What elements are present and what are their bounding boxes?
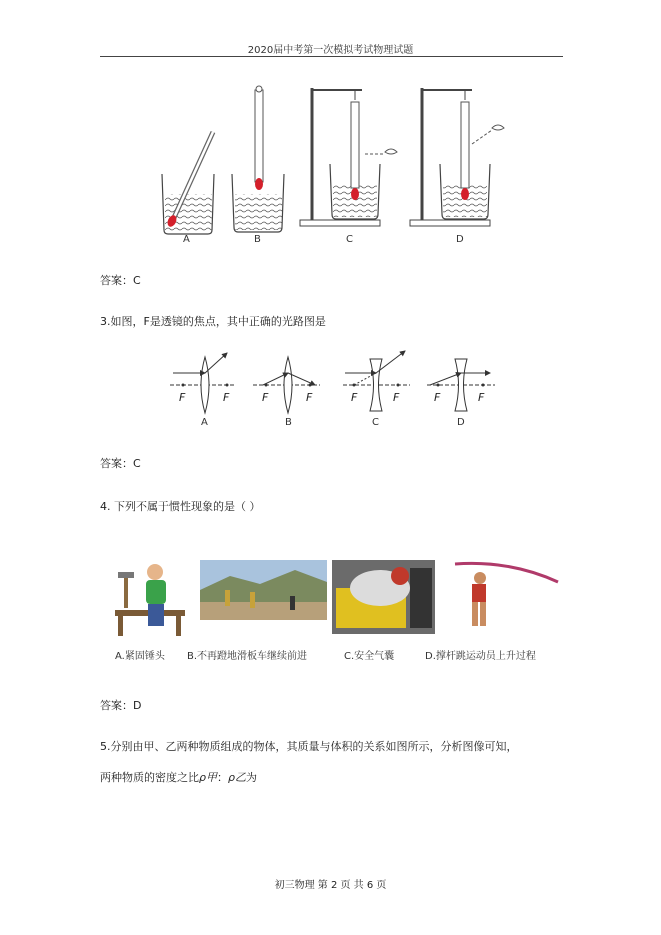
beaker-a	[162, 132, 214, 234]
thermo-label-a: A	[183, 234, 190, 245]
q5-line2	[100, 769, 257, 785]
q4-caption-d: D.撑杆跳运动员上升过程	[425, 651, 536, 662]
lens-a	[170, 353, 235, 413]
q4-answer: 答案：D	[100, 699, 142, 712]
focus-label: F	[306, 391, 313, 404]
thermo-label-c: C	[346, 234, 353, 245]
lens-figure	[165, 345, 505, 430]
q4-caption-b: B.不再蹬地滑板车继续前进	[187, 651, 308, 662]
lens-label-c: C	[372, 417, 379, 428]
q4-question: 4. 下列不属于惯性现象的是（ ）	[100, 500, 261, 513]
q3-answer: 答案：C	[100, 457, 141, 470]
stand-c	[300, 88, 397, 226]
photo-scooter	[200, 560, 327, 620]
q4-caption-a: A.紧固锤头	[115, 651, 165, 662]
q2-answer: 答案：C	[100, 274, 141, 287]
photo-hammer	[110, 558, 195, 638]
lens-label-b: B	[285, 417, 292, 428]
thermo-label-b: B	[254, 234, 261, 245]
focus-label: F	[434, 391, 441, 404]
lens-label-d: D	[457, 417, 465, 428]
q5-line2-prefix: 两种物质的密度之比	[100, 771, 199, 784]
rho-jia: ρ甲	[199, 771, 217, 784]
ratio-colon: ：	[216, 771, 228, 784]
focus-label: F	[179, 391, 186, 404]
focus-label: F	[393, 391, 400, 404]
q4-caption-c: C.安全气囊	[344, 651, 395, 662]
thermo-label-d: D	[456, 234, 464, 245]
focus-label: F	[478, 391, 485, 404]
rho-yi: ρ乙	[227, 771, 246, 784]
photo-polevault	[440, 558, 560, 638]
thermometer-figure	[150, 82, 510, 247]
page-footer: 初三物理 第 2 页 共 6 页	[274, 880, 387, 891]
focus-label: F	[351, 391, 358, 404]
q5-suffix: 为	[245, 771, 257, 784]
focus-label: F	[262, 391, 269, 404]
photo-airbag	[332, 560, 435, 634]
page-header: 2020届中考第一次模拟考试物理试题	[247, 45, 414, 56]
inertia-photos	[110, 558, 560, 640]
lens-b	[253, 357, 320, 413]
beaker-b	[232, 86, 284, 232]
lens-label-a: A	[201, 417, 208, 428]
q5-line1: 5.分别由甲、乙两种物质组成的物体，其质量与体积的关系如图所示，分析图像可知，	[100, 740, 518, 753]
header-rule	[100, 56, 563, 57]
focus-label: F	[223, 391, 230, 404]
q3-question: 3.如图，F是透镜的焦点，其中正确的光路图是	[100, 315, 326, 328]
stand-d	[410, 88, 504, 226]
